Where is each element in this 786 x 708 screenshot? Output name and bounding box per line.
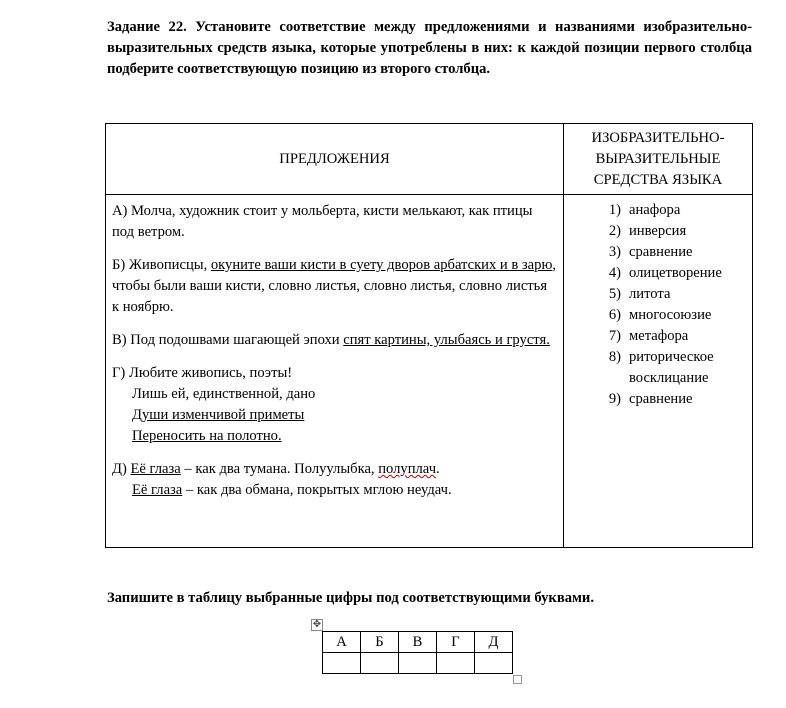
header-devices: ИЗОБРАЗИТЕЛЬНО-ВЫРАЗИТЕЛЬНЫЕ СРЕДСТВА ЯЗЫКА: [564, 124, 753, 195]
table-header-row: [106, 124, 753, 195]
sentence-e: Д) Её глаза – как два тумана. Полуулыбка, полуплач. Её глаза – как два обмана, покрытых мглою неудач.: [112, 461, 452, 498]
devices-list: [564, 200, 748, 410]
sentence-b-underlined: окуните ваши кисти в суету дворов арбатских и в зарю: [210, 257, 553, 273]
device-label: сравнение: [629, 244, 693, 260]
answer-letter-cell: Г: [437, 632, 475, 653]
device-label: риторическое восклицание: [629, 349, 714, 386]
answer-letter-cell: А: [323, 632, 361, 653]
device-item: [564, 389, 748, 410]
sentence-a: А) Молча, художник стоит у мольберта, кисти мелькают, как птицы под ветром.: [112, 203, 533, 240]
device-item: [564, 221, 748, 242]
device-label: метафора: [629, 328, 689, 344]
sentence-d-underlined-1: Души изменчивой приметы: [132, 407, 305, 423]
device-number: 8): [608, 349, 621, 365]
device-item: [564, 200, 748, 221]
answer-input-row: [323, 653, 513, 674]
answer-letter-cell: Д: [475, 632, 513, 653]
answer-letters-row: [323, 632, 513, 653]
answer-letter-cell: В: [399, 632, 437, 653]
answer-input-cell[interactable]: [361, 653, 399, 674]
device-item: [564, 284, 748, 305]
matching-table: [105, 123, 753, 548]
device-label: сравнение: [629, 391, 693, 407]
device-item: [564, 347, 748, 389]
answer-letter-cell: Б: [361, 632, 399, 653]
sentences-cell[interactable]: [106, 195, 564, 548]
answer-table: [322, 631, 513, 674]
table-move-handle-icon[interactable]: ✥: [312, 619, 322, 630]
device-label: анафора: [629, 202, 681, 218]
device-number: 2): [608, 223, 621, 239]
device-number: 7): [608, 328, 621, 344]
answer-input-cell[interactable]: [399, 653, 437, 674]
device-item: [564, 242, 748, 263]
spellcheck-word[interactable]: полуплач: [378, 461, 437, 477]
answer-input-cell[interactable]: [323, 653, 361, 674]
sentence-b: Б) Живописцы, окуните ваши кисти в суету дворов арбатских и в зарю, чтобы были ваши кисти, словно листья, словно листья, словно листья к ноябрю.: [112, 257, 557, 315]
device-number: 1): [608, 202, 621, 218]
device-item: [564, 305, 748, 326]
device-label: литота: [629, 286, 671, 302]
header-sentences: ПРЕДЛОЖЕНИЯ: [106, 124, 564, 195]
device-number: 5): [608, 286, 621, 302]
device-number: 3): [608, 244, 621, 260]
device-item: [564, 263, 748, 284]
answer-input-cell[interactable]: [437, 653, 475, 674]
device-number: 4): [608, 265, 621, 281]
task-title: Задание 22. Установите соответствие между предложениями и названиями изобразительно-выразительных средств языка, которые употреблены в них: к каждой позиции первого столбца подберите соответствующую позицию из второго столбца.: [107, 19, 752, 77]
sentence-c: В) Под подошвами шагающей эпохи спят картины, улыбаясь и грустя.: [112, 332, 550, 348]
device-label: инверсия: [629, 223, 687, 239]
sentence-c-underlined: спят картины, улыбаясь и грустя.: [343, 332, 550, 348]
device-label: олицетворение: [629, 265, 722, 281]
table-resize-handle-icon[interactable]: [513, 675, 522, 684]
sentence-d: Г) Любите живопись, поэты! Лишь ей, единственной, дано Души изменчивой приметы Переносить на полотно.: [112, 365, 316, 444]
device-item: [564, 326, 748, 347]
answer-instruction: Запишите в таблицу выбранные цифры под соответствующими буквами.: [107, 590, 594, 606]
sentence-d-underlined-2: Переносить на полотно.: [132, 428, 282, 444]
device-number: 6): [608, 307, 621, 323]
device-number: 9): [608, 391, 621, 407]
table-body-row: [106, 195, 753, 548]
device-label: многосоюзие: [629, 307, 712, 323]
answer-input-cell[interactable]: [475, 653, 513, 674]
devices-cell[interactable]: [564, 195, 753, 548]
